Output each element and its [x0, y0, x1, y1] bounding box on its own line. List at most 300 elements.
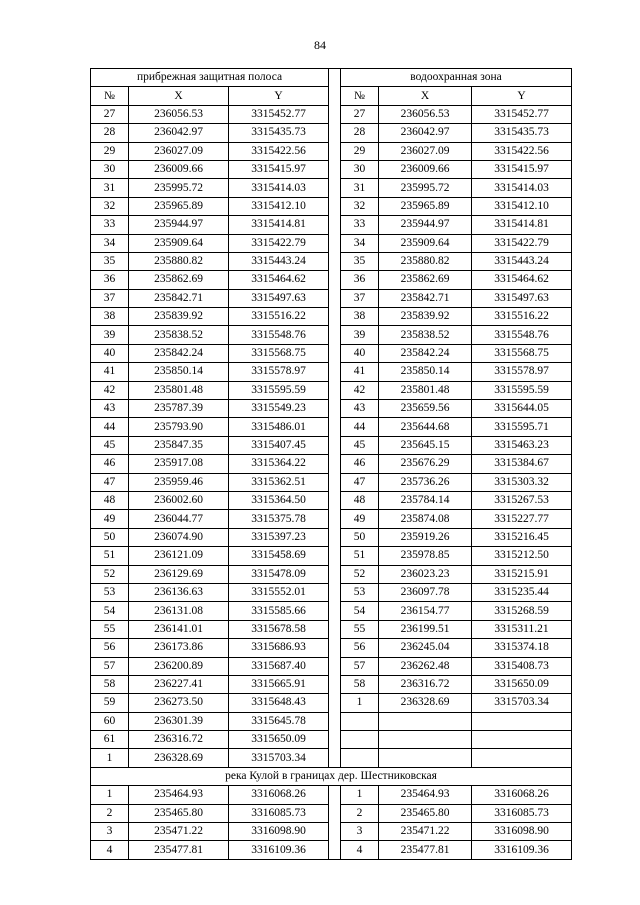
- right-point-number: 58: [341, 675, 379, 693]
- column-gap: [329, 308, 341, 326]
- left-point-number: 37: [91, 289, 129, 307]
- table-row: [91, 436, 572, 454]
- left-x-value: 235471.22: [129, 823, 229, 841]
- left-y-value: 3315687.40: [229, 657, 329, 675]
- left-table-title: прибрежная защитная полоса: [91, 69, 329, 87]
- left-y-value: 3315375.78: [229, 510, 329, 528]
- column-gap: [329, 841, 341, 859]
- coordinates-table-body: [91, 69, 572, 860]
- left-x-value: 235477.81: [129, 841, 229, 859]
- right-y-value: 3315267.53: [472, 491, 572, 509]
- column-gap: [329, 639, 341, 657]
- left-y-value: 3315703.34: [229, 749, 329, 767]
- left-y-value: 3315548.76: [229, 326, 329, 344]
- right-x-value: 235645.15: [379, 436, 472, 454]
- column-gap: [329, 289, 341, 307]
- right-x-value: 236023.23: [379, 565, 472, 583]
- column-gap: [329, 583, 341, 601]
- left-y-value: 3315415.97: [229, 160, 329, 178]
- right-x-value: 235838.52: [379, 326, 472, 344]
- right-point-number: 55: [341, 620, 379, 638]
- table-row: [91, 547, 572, 565]
- right-x-value: 235842.24: [379, 344, 472, 362]
- title-row: [91, 69, 572, 87]
- table-row: [91, 142, 572, 160]
- right-point-number: 42: [341, 381, 379, 399]
- left-header-x: X: [129, 87, 229, 105]
- column-gap: [329, 602, 341, 620]
- right-y-value: 3316109.36: [472, 841, 572, 859]
- left-y-value: 3315665.91: [229, 675, 329, 693]
- left-x-value: 235862.69: [129, 271, 229, 289]
- right-y-value: 3315311.21: [472, 620, 572, 638]
- left-point-number: 28: [91, 124, 129, 142]
- right-x-value: 235676.29: [379, 455, 472, 473]
- left-x-value: 235465.80: [129, 804, 229, 822]
- left-point-number: 49: [91, 510, 129, 528]
- right-point-number: 39: [341, 326, 379, 344]
- left-y-value: 3315549.23: [229, 400, 329, 418]
- right-point-number: 4: [341, 841, 379, 859]
- right-point-number: 54: [341, 602, 379, 620]
- section-title-row: [91, 767, 572, 785]
- left-y-value: 3315686.93: [229, 639, 329, 657]
- left-point-number: 1: [91, 749, 129, 767]
- table-row: [91, 491, 572, 509]
- left-y-value: 3315364.22: [229, 455, 329, 473]
- table-row: [91, 565, 572, 583]
- column-gap: [329, 675, 341, 693]
- column-gap: [329, 271, 341, 289]
- left-point-number: 47: [91, 473, 129, 491]
- column-gap: [329, 363, 341, 381]
- left-point-number: 52: [91, 565, 129, 583]
- table-row: [91, 602, 572, 620]
- column-gap: [329, 786, 341, 804]
- table-row: [91, 179, 572, 197]
- column-gap: [329, 694, 341, 712]
- right-y-value: 3315703.34: [472, 694, 572, 712]
- right-point-number: 57: [341, 657, 379, 675]
- table-row: [91, 160, 572, 178]
- page-number: 84: [314, 38, 326, 52]
- left-y-value: 3315486.01: [229, 418, 329, 436]
- left-x-value: 236136.63: [129, 583, 229, 601]
- column-gap: [329, 124, 341, 142]
- table-row: [91, 344, 572, 362]
- table-row: [91, 675, 572, 693]
- right-x-value: 235965.89: [379, 197, 472, 215]
- left-x-value: 235842.71: [129, 289, 229, 307]
- right-header-number: №: [341, 87, 379, 105]
- table-row: [91, 620, 572, 638]
- left-y-value: 3315578.97: [229, 363, 329, 381]
- left-y-value: 3315595.59: [229, 381, 329, 399]
- table-row: [91, 455, 572, 473]
- right-y-value: [472, 731, 572, 749]
- column-gap: [329, 804, 341, 822]
- left-x-value: 235995.72: [129, 179, 229, 197]
- left-x-value: 235787.39: [129, 400, 229, 418]
- left-point-number: 53: [91, 583, 129, 601]
- left-x-value: 235850.14: [129, 363, 229, 381]
- left-x-value: 236200.89: [129, 657, 229, 675]
- right-y-value: 3315212.50: [472, 547, 572, 565]
- left-point-number: 36: [91, 271, 129, 289]
- left-y-value: 3315497.63: [229, 289, 329, 307]
- right-y-value: 3315644.05: [472, 400, 572, 418]
- right-y-value: 3315463.23: [472, 436, 572, 454]
- right-y-value: 3315227.77: [472, 510, 572, 528]
- table-row: [91, 308, 572, 326]
- right-point-number: 1: [341, 786, 379, 804]
- left-x-value: 236074.90: [129, 528, 229, 546]
- table-row: [91, 804, 572, 822]
- right-point-number: 3: [341, 823, 379, 841]
- table-row: [91, 252, 572, 270]
- right-x-value: 236042.97: [379, 124, 472, 142]
- right-x-value: 235784.14: [379, 491, 472, 509]
- right-x-value: 236097.78: [379, 583, 472, 601]
- table-row: [91, 528, 572, 546]
- column-gap: [329, 712, 341, 730]
- left-point-number: 29: [91, 142, 129, 160]
- left-point-number: 35: [91, 252, 129, 270]
- right-point-number: 29: [341, 142, 379, 160]
- right-x-value: 236154.77: [379, 602, 472, 620]
- right-table-title: водоохранная зона: [341, 69, 572, 87]
- right-y-value: 3315548.76: [472, 326, 572, 344]
- right-x-value: 235465.80: [379, 804, 472, 822]
- right-y-value: 3315414.03: [472, 179, 572, 197]
- right-x-value: 235659.56: [379, 400, 472, 418]
- left-y-value: 3316109.36: [229, 841, 329, 859]
- left-x-value: 235842.24: [129, 344, 229, 362]
- left-y-value: 3315414.81: [229, 216, 329, 234]
- left-point-number: 46: [91, 455, 129, 473]
- left-x-value: 236056.53: [129, 105, 229, 123]
- left-point-number: 39: [91, 326, 129, 344]
- left-point-number: 43: [91, 400, 129, 418]
- right-y-value: 3315595.59: [472, 381, 572, 399]
- table-row: [91, 583, 572, 601]
- column-gap: [329, 565, 341, 583]
- right-point-number: 31: [341, 179, 379, 197]
- right-point-number: 41: [341, 363, 379, 381]
- left-point-number: 1: [91, 786, 129, 804]
- right-y-value: 3315415.97: [472, 160, 572, 178]
- table-row: [91, 657, 572, 675]
- right-y-value: 3315414.81: [472, 216, 572, 234]
- right-x-value: 236056.53: [379, 105, 472, 123]
- left-x-value: 235838.52: [129, 326, 229, 344]
- right-y-value: 3315384.67: [472, 455, 572, 473]
- left-y-value: 3315516.22: [229, 308, 329, 326]
- right-x-value: [379, 712, 472, 730]
- left-y-value: 3315414.03: [229, 179, 329, 197]
- right-y-value: 3316068.26: [472, 786, 572, 804]
- right-x-value: 236027.09: [379, 142, 472, 160]
- left-x-value: 235909.64: [129, 234, 229, 252]
- coordinates-table: [90, 68, 572, 860]
- right-point-number: 46: [341, 455, 379, 473]
- left-point-number: 54: [91, 602, 129, 620]
- column-gap: [329, 381, 341, 399]
- table-row: [91, 418, 572, 436]
- left-point-number: 4: [91, 841, 129, 859]
- left-y-value: 3315568.75: [229, 344, 329, 362]
- right-x-value: 235862.69: [379, 271, 472, 289]
- left-point-number: 55: [91, 620, 129, 638]
- table-row: [91, 473, 572, 491]
- right-x-value: 235644.68: [379, 418, 472, 436]
- left-x-value: 236009.66: [129, 160, 229, 178]
- table-row: [91, 694, 572, 712]
- right-point-number: 28: [341, 124, 379, 142]
- right-point-number: 56: [341, 639, 379, 657]
- right-y-value: 3315452.77: [472, 105, 572, 123]
- column-gap: [329, 105, 341, 123]
- table-row: [91, 841, 572, 859]
- right-y-value: [472, 712, 572, 730]
- right-point-number: 2: [341, 804, 379, 822]
- column-gap: [329, 234, 341, 252]
- right-y-value: 3315303.32: [472, 473, 572, 491]
- left-x-value: 235965.89: [129, 197, 229, 215]
- right-point-number: 38: [341, 308, 379, 326]
- right-header-y: Y: [472, 87, 572, 105]
- right-y-value: 3315235.44: [472, 583, 572, 601]
- left-point-number: 32: [91, 197, 129, 215]
- table-row: [91, 124, 572, 142]
- left-point-number: 50: [91, 528, 129, 546]
- left-y-value: 3316085.73: [229, 804, 329, 822]
- table-row: [91, 381, 572, 399]
- right-point-number: 45: [341, 436, 379, 454]
- right-x-value: 236328.69: [379, 694, 472, 712]
- left-x-value: 236042.97: [129, 124, 229, 142]
- column-gap: [329, 216, 341, 234]
- left-y-value: 3315397.23: [229, 528, 329, 546]
- table-row: [91, 105, 572, 123]
- left-y-value: 3315458.69: [229, 547, 329, 565]
- right-point-number: 40: [341, 344, 379, 362]
- table-row: [91, 400, 572, 418]
- table-row: [91, 731, 572, 749]
- right-x-value: 236199.51: [379, 620, 472, 638]
- left-y-value: 3315645.78: [229, 712, 329, 730]
- column-gap: [329, 510, 341, 528]
- right-y-value: 3315650.09: [472, 675, 572, 693]
- section-title: река Кулой в границах дер. Шестниковская: [91, 767, 572, 785]
- right-y-value: [472, 749, 572, 767]
- right-y-value: 3315516.22: [472, 308, 572, 326]
- right-y-value: 3315215.91: [472, 565, 572, 583]
- column-gap: [329, 252, 341, 270]
- left-x-value: 236173.86: [129, 639, 229, 657]
- left-x-value: 236141.01: [129, 620, 229, 638]
- right-point-number: 50: [341, 528, 379, 546]
- left-y-value: 3315412.10: [229, 197, 329, 215]
- right-y-value: 3316085.73: [472, 804, 572, 822]
- right-y-value: 3315578.97: [472, 363, 572, 381]
- right-point-number: 30: [341, 160, 379, 178]
- right-point-number: 1: [341, 694, 379, 712]
- right-x-value: 235919.26: [379, 528, 472, 546]
- right-x-value: 235471.22: [379, 823, 472, 841]
- left-point-number: 56: [91, 639, 129, 657]
- column-gap: [329, 87, 341, 105]
- right-x-value: 235874.08: [379, 510, 472, 528]
- right-x-value: 235995.72: [379, 179, 472, 197]
- right-point-number: 48: [341, 491, 379, 509]
- left-x-value: 236129.69: [129, 565, 229, 583]
- left-point-number: 57: [91, 657, 129, 675]
- right-point-number: 44: [341, 418, 379, 436]
- header-row: [91, 87, 572, 105]
- column-gap: [329, 547, 341, 565]
- left-y-value: 3315648.43: [229, 694, 329, 712]
- left-x-value: 235801.48: [129, 381, 229, 399]
- left-point-number: 30: [91, 160, 129, 178]
- right-x-value: 236245.04: [379, 639, 472, 657]
- right-point-number: 47: [341, 473, 379, 491]
- column-gap: [329, 160, 341, 178]
- left-y-value: 3315452.77: [229, 105, 329, 123]
- right-x-value: 235477.81: [379, 841, 472, 859]
- column-gap: [329, 455, 341, 473]
- right-point-number: [341, 712, 379, 730]
- left-x-value: 235793.90: [129, 418, 229, 436]
- right-x-value: [379, 749, 472, 767]
- left-point-number: 33: [91, 216, 129, 234]
- column-gap: [329, 731, 341, 749]
- left-y-value: 3315362.51: [229, 473, 329, 491]
- left-point-number: 51: [91, 547, 129, 565]
- right-x-value: 236009.66: [379, 160, 472, 178]
- left-x-value: 236316.72: [129, 731, 229, 749]
- left-point-number: 27: [91, 105, 129, 123]
- right-x-value: 235850.14: [379, 363, 472, 381]
- right-y-value: 3315374.18: [472, 639, 572, 657]
- left-point-number: 41: [91, 363, 129, 381]
- right-y-value: 3315422.79: [472, 234, 572, 252]
- left-point-number: 44: [91, 418, 129, 436]
- right-x-value: 236316.72: [379, 675, 472, 693]
- left-y-value: 3315422.56: [229, 142, 329, 160]
- table-row: [91, 749, 572, 767]
- table-row: [91, 289, 572, 307]
- right-y-value: 3315435.73: [472, 124, 572, 142]
- right-y-value: 3315412.10: [472, 197, 572, 215]
- right-y-value: 3315443.24: [472, 252, 572, 270]
- right-x-value: 235944.97: [379, 216, 472, 234]
- left-point-number: 60: [91, 712, 129, 730]
- table-row: [91, 271, 572, 289]
- table-row: [91, 234, 572, 252]
- right-point-number: 34: [341, 234, 379, 252]
- right-x-value: 236262.48: [379, 657, 472, 675]
- column-gap: [329, 823, 341, 841]
- left-x-value: 236131.08: [129, 602, 229, 620]
- left-point-number: 31: [91, 179, 129, 197]
- left-x-value: 236301.39: [129, 712, 229, 730]
- left-x-value: 236273.50: [129, 694, 229, 712]
- right-point-number: 43: [341, 400, 379, 418]
- left-x-value: 235847.35: [129, 436, 229, 454]
- left-y-value: 3315585.66: [229, 602, 329, 620]
- column-gap: [329, 344, 341, 362]
- right-y-value: 3315497.63: [472, 289, 572, 307]
- column-gap: [329, 528, 341, 546]
- right-point-number: 32: [341, 197, 379, 215]
- left-x-value: 235917.08: [129, 455, 229, 473]
- column-gap: [329, 491, 341, 509]
- left-y-value: 3315464.62: [229, 271, 329, 289]
- left-x-value: 236027.09: [129, 142, 229, 160]
- right-x-value: 235880.82: [379, 252, 472, 270]
- left-point-number: 34: [91, 234, 129, 252]
- right-point-number: 53: [341, 583, 379, 601]
- table-row: [91, 363, 572, 381]
- left-x-value: 236121.09: [129, 547, 229, 565]
- right-x-value: 235978.85: [379, 547, 472, 565]
- left-y-value: 3315443.24: [229, 252, 329, 270]
- right-point-number: [341, 749, 379, 767]
- left-point-number: 3: [91, 823, 129, 841]
- column-gap: [329, 142, 341, 160]
- column-gap: [329, 197, 341, 215]
- table-row: [91, 197, 572, 215]
- right-point-number: 35: [341, 252, 379, 270]
- column-gap: [329, 657, 341, 675]
- left-x-value: 235839.92: [129, 308, 229, 326]
- table-row: [91, 823, 572, 841]
- left-y-value: 3315364.50: [229, 491, 329, 509]
- table-row: [91, 712, 572, 730]
- left-y-value: 3315478.09: [229, 565, 329, 583]
- right-y-value: 3316098.90: [472, 823, 572, 841]
- right-header-x: X: [379, 87, 472, 105]
- table-row: [91, 216, 572, 234]
- left-x-value: 236044.77: [129, 510, 229, 528]
- left-y-value: 3315422.79: [229, 234, 329, 252]
- column-gap: [329, 749, 341, 767]
- right-x-value: 235839.92: [379, 308, 472, 326]
- right-point-number: 52: [341, 565, 379, 583]
- left-y-value: 3316098.90: [229, 823, 329, 841]
- right-point-number: [341, 731, 379, 749]
- column-gap: [329, 418, 341, 436]
- left-point-number: 59: [91, 694, 129, 712]
- left-point-number: 61: [91, 731, 129, 749]
- right-x-value: 235909.64: [379, 234, 472, 252]
- right-y-value: 3315464.62: [472, 271, 572, 289]
- left-x-value: 236227.41: [129, 675, 229, 693]
- column-gap: [329, 473, 341, 491]
- right-x-value: 235736.26: [379, 473, 472, 491]
- left-point-number: 40: [91, 344, 129, 362]
- right-point-number: 37: [341, 289, 379, 307]
- column-gap: [329, 69, 341, 87]
- right-x-value: 235464.93: [379, 786, 472, 804]
- left-point-number: 38: [91, 308, 129, 326]
- column-gap: [329, 179, 341, 197]
- left-point-number: 58: [91, 675, 129, 693]
- left-y-value: 3316068.26: [229, 786, 329, 804]
- table-row: [91, 786, 572, 804]
- right-point-number: 36: [341, 271, 379, 289]
